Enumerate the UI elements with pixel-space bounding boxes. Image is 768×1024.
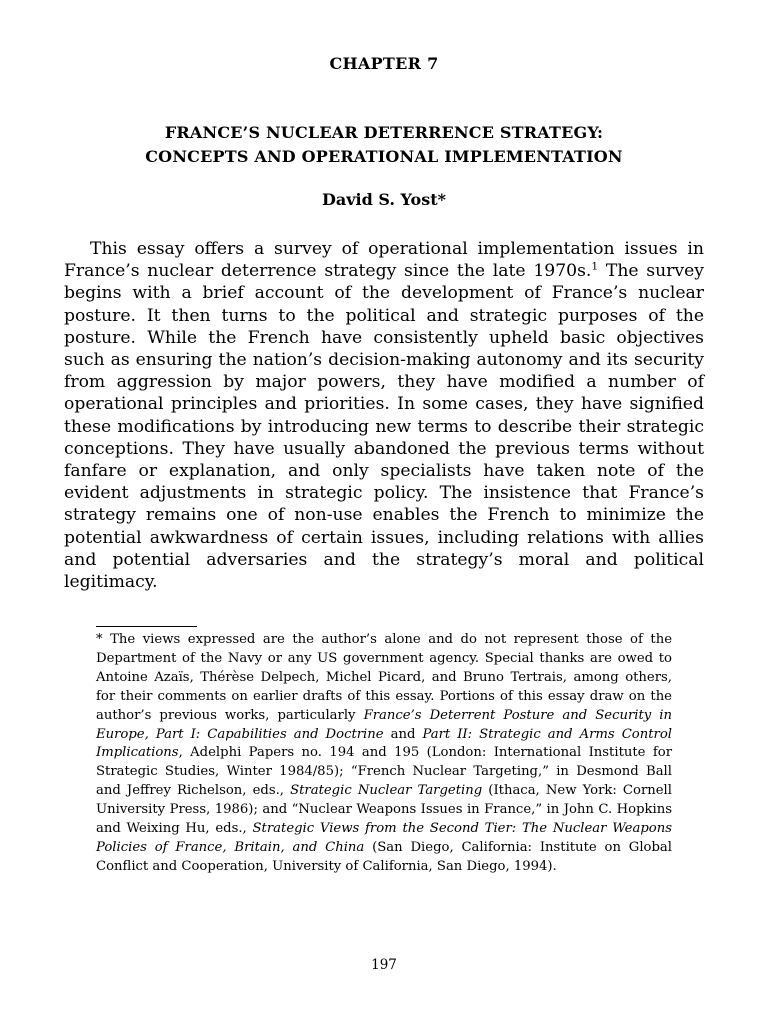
footnote-text-3: , Adelphi Papers no. 194 and 195 (London: International Institute for Strategic Studies, Winter 1984/85); “French Nuclear Targeting,” in Desmond Ball and Jeffrey Richelson, eds., xyxy=(96,745,672,799)
footnote-text-2: and xyxy=(383,726,423,742)
footnote-separator xyxy=(96,626,197,627)
footnote-text-4: (Ithaca, New York: Cornell University Press, 1986); and “Nuclear Weapons Issues in France,” in John C. Hopkins and Weixing Hu, eds., xyxy=(96,783,672,837)
footnote-text-5: (San Diego, California: Institute on Global Conflict and Cooperation, University of California, San Diego, 1994). xyxy=(96,839,673,874)
chapter-title xyxy=(0,121,768,169)
footnote-title-1: France’s Deterrent Posture and Security in Europe, Part I: Capabilities and Doctrine xyxy=(96,707,672,742)
author-byline xyxy=(0,190,768,209)
body-text-part-2: The survey begins with a brief account of the development of France’s nuclear posture. It then turns to the political and strategic purposes of the posture. While the French have consistently upheld basic objectives such as ensuring the nation’s decision-making autonomy and its security from aggression by major powers, they have modified a number of operational principles and priorities. In some cases, they have signified these modifications by introducing new terms to describe their strategic conceptions. They have usually abandoned the previous terms without fanfare or explanation, and only specialists have taken note of the evident adjustments in strategic policy. The insistence that France’s strategy remains one of non-use enables the French to minimize the potential awkwardness of certain issues, including relations with allies and potential adversaries and the strategy’s moral and political legitimacy. xyxy=(64,261,704,593)
footnote-title-3: Strategic Nuclear Targeting xyxy=(290,783,483,799)
footnote xyxy=(96,631,672,877)
footnote-title-2: Part II: Strategic and Arms Control Implications xyxy=(96,726,672,761)
author-footnote-mark: * xyxy=(437,190,446,209)
chapter-title-line-2: CONCEPTS AND OPERATIONAL IMPLEMENTATION xyxy=(145,147,623,166)
footnote-title-4: Strategic Views from the Second Tier: The Nuclear Weapons Policies of France, Britain, and China xyxy=(96,821,672,855)
body-paragraph xyxy=(64,238,704,593)
author-name: David S. Yost xyxy=(322,190,438,209)
endnote-reference-1: 1 xyxy=(591,259,599,273)
chapter-title-line-1: FRANCE’S NUCLEAR DETERRENCE STRATEGY: xyxy=(164,123,604,142)
chapter-heading: CHAPTER 7 xyxy=(329,54,439,73)
page-number: 197 xyxy=(371,957,397,973)
footnote-text-1: * The views expressed are the author’s alone and do not represent those of the Department of the Navy or any US government agency. Special thanks are owed to Antoine Azaïs, Thérèse Delpech, Michel Picard, and Bruno Tertrais, among others, for their comments on earlier drafts of this essay. Portions of this essay draw on the author’s previous works, particularly xyxy=(96,632,672,723)
body-text-part-1: This essay offers a survey of operational implementation issues in France’s nuclear deterrence strategy since the late 1970s. xyxy=(64,239,704,282)
